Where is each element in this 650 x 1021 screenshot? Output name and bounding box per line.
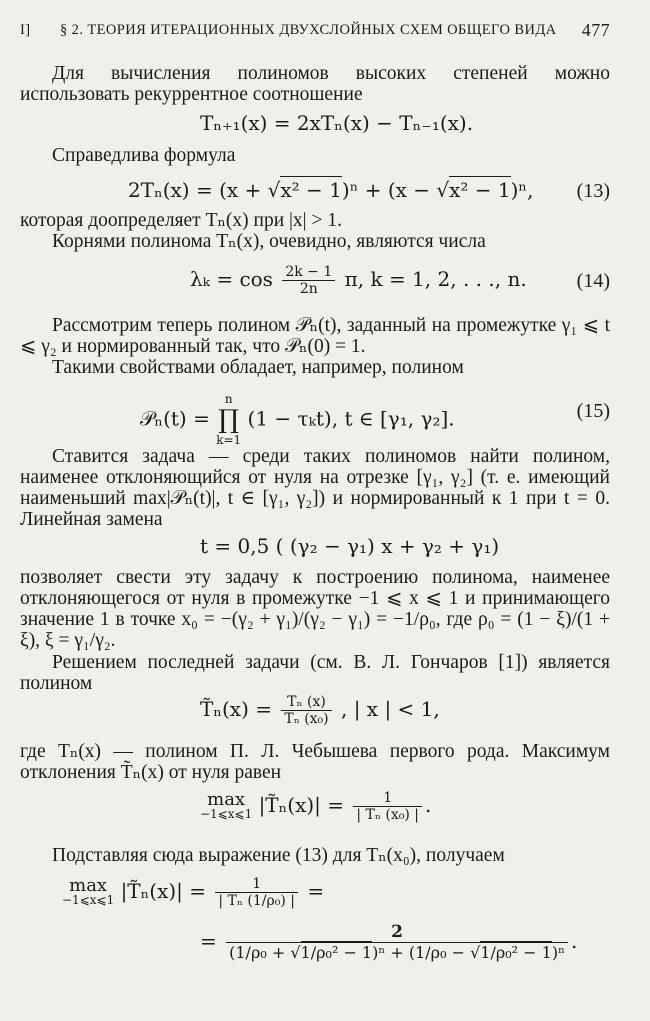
paragraph-polynomial-def: Рассмотрим теперь полином 𝒫ₙ(t), заданный на промежутке γ₁ ⩽ t ⩽ γ₂ и нормированный так, что 𝒫ₙ(0) = 1. [20, 315, 610, 357]
equation-15-label: (15) [576, 400, 610, 422]
running-header [20, 20, 610, 44]
paragraph-extension: которая доопределяет Tₙ(x) при |x| > 1. [20, 210, 342, 231]
paragraph-problem: Ставится задача — среди таких полиномов найти полином, наименее отклоняющийся от нуля на отрезке [γ₁, γ₂] (т. е. имеющий наименьший max|𝒫ₙ(t)|, t ∈ [γ₁, γ₂]) и нормированный к 1 при t = 0. Линейная замена [20, 446, 610, 530]
paragraph-roots: Корнями полинома Tₙ(x), очевидно, являются числа [52, 231, 486, 252]
equation-15: 𝒫ₙ(t) = n ∏ k=1 (1 − τₖt), t ∈ [γ₁, γ₂]. [140, 392, 455, 447]
paragraph-substitute: Подставляя сюда выражение (13) для Tₙ(x₀), получаем [52, 845, 505, 866]
equation-final-result: = $\frac{2}{\text{(1/ρ₀ + √1/ρ₀² − 1)ⁿ + (1/ρ₀ − √1/ρ₀² − 1)ⁿ}}$ . [200, 922, 578, 962]
paragraph-chebyshev: где Tₙ(x) — полином П. Л. Чебышева первого рода. Максимум отклонения T̃ₙ(x) от нуля равен [20, 741, 610, 783]
equation-13-label: (13) [576, 180, 610, 202]
equation-recurrence: Tₙ₊₁(x) = 2xTₙ(x) − Tₙ₋₁(x). [200, 111, 474, 135]
section-title: § 2. ТЕОРИЯ ИТЕРАЦИОННЫХ ДВУХСЛОЙНЫХ СХЕМ ОБЩЕГО ВИДА [60, 22, 557, 38]
equation-14-label: (14) [576, 270, 610, 292]
equation-13: 2Tₙ(x) = (x + √x² − 1)ⁿ + (x − √x² − 1)ⁿ, [128, 178, 534, 202]
paragraph-recurrence-intro: Для вычисления полиномов высоких степеней можно использовать рекуррентное соотношение [20, 63, 610, 105]
paragraph-property: Такими свойствами обладает, например, полином [52, 357, 464, 378]
equation-normalized-poly: T̃ₙ(x) = $\frac{\text{Tₙ (x)}}{\text{Tₙ (x₀)}}$ , | x | < 1, [200, 694, 440, 727]
paragraph-solution: Решением последней задачи (см. В. Л. Гончаров [1]) является полином [20, 652, 610, 694]
paragraph-reduction: позволяет свести эту задачу к построению полинома, наименее отклоняющегося от нуля в промежутке −1 ⩽ x ⩽ 1 и принимающего значение 1 в точке x₀ = −(γ₂ + γ₁)/(γ₂ − γ₁) = −1/ρ₀, где ρ₀ = (1 − ξ)/(1 + ξ), ξ = γ₁/γ₂. [20, 567, 610, 651]
equation-14: λₖ = cos $\frac{2k - 1}{2n}$ π, k = 1, 2, . . ., n. [190, 264, 527, 297]
equation-substitution: t = 0,5 ( (γ₂ − γ₁) x + γ₂ + γ₁) [200, 534, 500, 558]
page-number: 477 [581, 20, 610, 40]
equation-max-deviation: max −1⩽x⩽1 |T̃ₙ(x)| = $\frac{1}{\text{| Tₙ (x₀) |}}$ . [200, 788, 432, 823]
equation-max-substituted: max −1⩽x⩽1 |T̃ₙ(x)| = $\frac{1}{\text{| Tₙ (1/ρ₀) |}}$ = [62, 874, 325, 909]
paragraph-formula-intro: Справедлива формула [52, 145, 236, 166]
left-mark: I] [20, 22, 31, 38]
